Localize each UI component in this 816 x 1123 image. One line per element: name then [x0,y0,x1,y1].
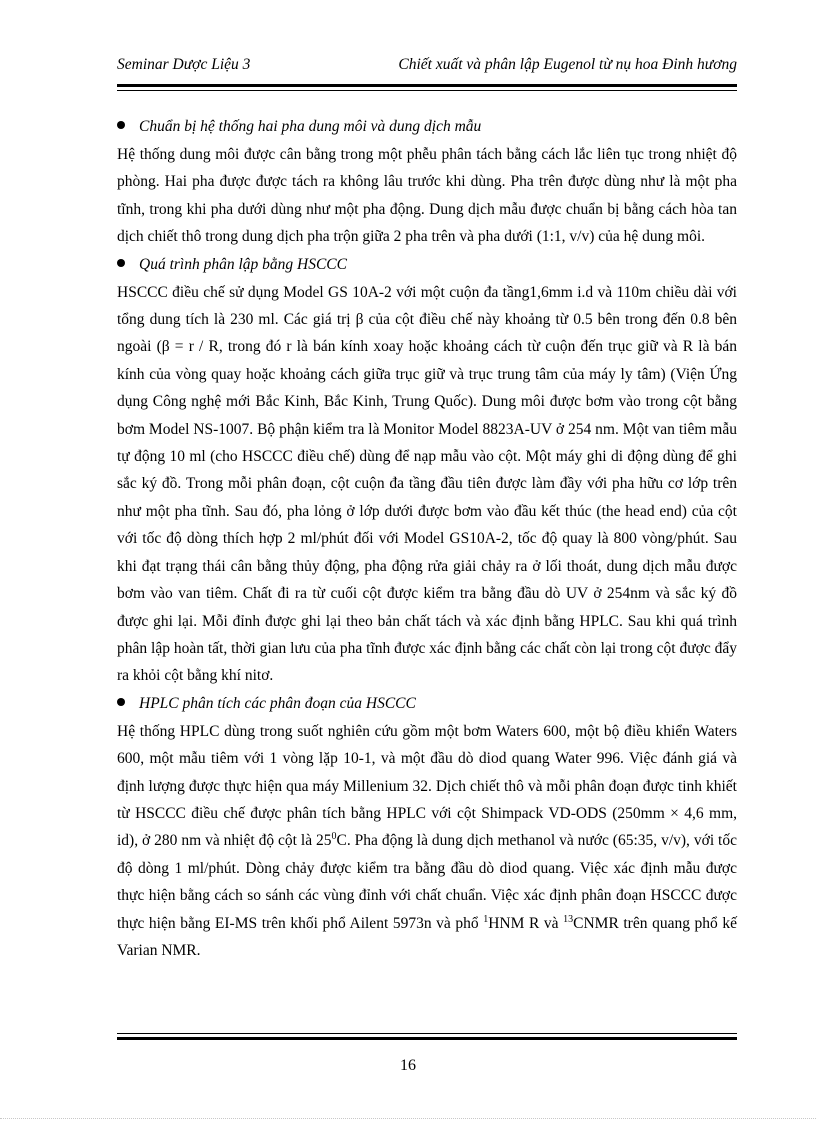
bullet-icon [117,121,125,129]
section-paragraph [117,718,737,965]
isotope-superscript: 13 [563,913,574,925]
bullet-icon [117,698,125,706]
page-header [117,56,737,78]
section-heading [117,690,737,718]
section-heading [117,251,737,279]
section-paragraph: HSCCC điều chế sử dụng Model GS 10A-2 với một cuộn đa tầng1,6mm i.d và 110m chiều dài với tổng dung tích là 230 ml. Các giá trị β của cột điều chế này khoảng từ 0.5 bên trong đến 0.8 bên ngoài (β = r / R, trong đó r là bán kính xoay hoặc khoảng cách từ cuộn đến trục giữ và R là bán kính của vòng quay hoặc khoảng cách giữa trục giữ và trục trung tâm của máy ly tâm) (Viện Ứng dụng Công nghệ mới Bắc Kinh, Bắc Kinh, Trung Quốc). Dung môi được bơm vào trong cột bằng bơm Model NS-1007. Bộ phận kiểm tra là Monitor Model 8823A-UV ở 254 nm. Một van tiêm mẫu tự động 10 ml (cho HSCCC điều chế) dùng để nạp mẫu vào cột. Một máy ghi di động dùng để ghi sắc ký đồ. Trong mỗi phân đoạn, cột cuộn đa tầng đầu tiên được làm đầy với pha hữu cơ lớp trên như một pha tĩnh. Sau đó, pha lỏng ở lớp dưới được bơm vào đầu kết thúc (the head end) của cột với tốc độ dòng thích hợp 2 ml/phút đối với Model GS10A-2, tốc độ quay là 800 vòng/phút. Sau khi đạt trạng thái cân bằng thủy động, pha động rửa giải chảy ra ở lối thoát, dung dịch mẫu được bơm vào van tiêm. Chất đi ra từ cuối cột được kiểm tra bằng đầu dò UV ở 254nm và sắc ký đồ được ghi lại. Mỗi đỉnh được ghi lại theo bản chất tách và xác định bằng HPLC. Sau khi quá trình phân lập hoàn tất, thời gian lưu của pha tĩnh được xác định bằng các chất còn lại trong cột được đẩy ra khỏi cột bằng khí nitơ. [117,283,737,685]
header-rule-thin [117,90,737,91]
footer-rule-thick [117,1037,737,1040]
section-heading-text: Chuẩn bị hệ thống hai pha dung môi và dung dịch mẫu [139,118,482,135]
section-heading-text: HPLC phân tích các phân đoạn của HSCCC [139,694,416,712]
page-body [117,113,737,964]
header-right-title: Chiết xuất và phân lập Eugenol từ nụ hoa Đinh hương [398,56,737,73]
page-number: 16 [400,1057,416,1074]
header-rule-thick [117,84,737,87]
section-heading [117,113,737,141]
section-heading-text: Quá trình phân lập bằng HSCCC [139,255,347,273]
footer-rule-thin [117,1033,737,1034]
degree-superscript: 0 [331,831,337,843]
header-left-title: Seminar Dược Liệu 3 [117,56,251,73]
paragraph-text: HNM R và [488,914,564,932]
paragraph-text: CNMR trên quang phổ kế Varian NMR. [117,914,737,959]
bullet-icon [117,259,125,267]
section-paragraph: Hệ thống dung môi được cân bằng trong một phễu phân tách bằng cách lắc liên tục trong nhiệt độ phòng. Hai pha được được tách ra không lâu trước khi dùng. Pha trên được dùng như là một pha tĩnh, trong khi pha dưới dùng như một pha động. Dung dịch mẫu được chuẩn bị bằng cách hòa tan dịch chiết thô trong dung dịch pha trộn giữa 2 pha trên và pha dưới (1:1, v/v) của hệ dung môi. [117,146,737,246]
isotope-superscript: 1 [483,913,489,925]
paragraph-text: C. Pha động là dung dịch methanol và nước (65:35, v/v), với tốc độ dòng 1 ml/phút. Dòng chảy được kiểm tra bằng đầu dò diod quang. Việc xác định mẫu được thực hiện bằng cách so sánh các vùng đỉnh với chất chuẩn. Việc xác định phân đoạn HSCCC được thực hiện bằng EI-MS trên khối phổ Ailent 5973n và phổ [117,832,737,932]
paragraph-text: Hệ thống HPLC dùng trong suốt nghiên cứu gồm một bơm Waters 600, một bộ điều khiển Waters 600, một mẫu tiêm với 1 vòng lặp 10-1, và một đầu dò diod quang Water 996. Việc đánh giá và định lượng được thực hiện qua máy Millenium 32. Dịch chiết thô và mỗi phân đoạn được tinh khiết từ HSCCC điều chế được phân tích bằng HPLC với cột Shimpack VD-ODS (250mm × 4,6 mm, id), ở 280 nm và nhiệt độ cột là 25 [117,722,737,850]
page-edge-divider [0,1118,816,1119]
